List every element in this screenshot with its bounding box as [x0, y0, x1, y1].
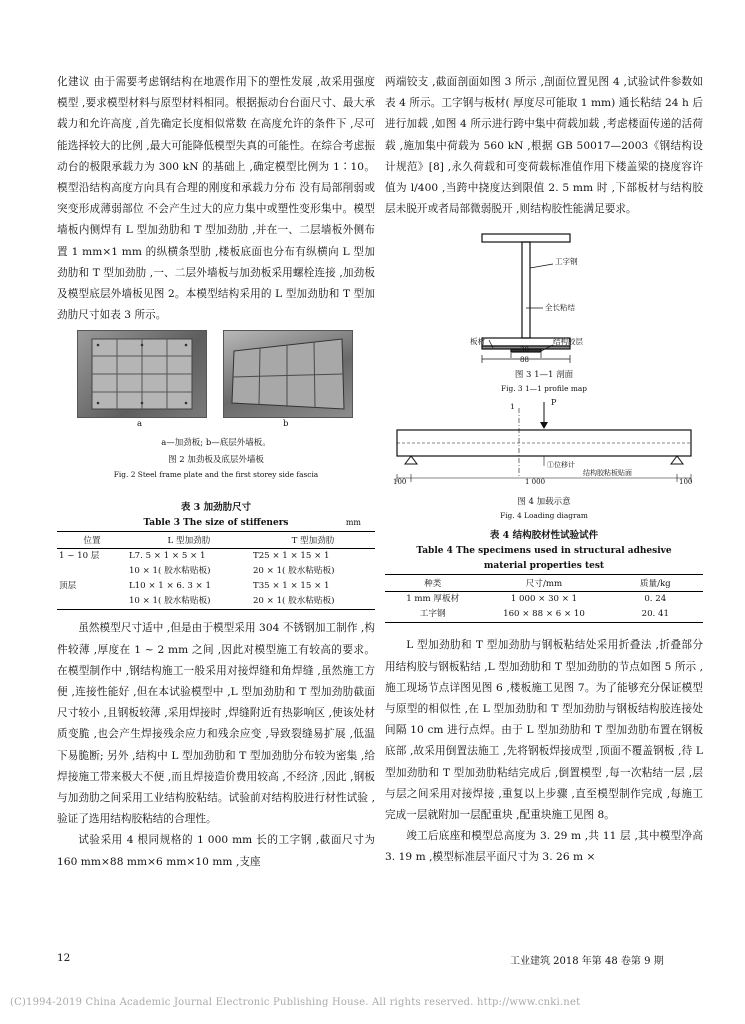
fig3-dim-inner: 30 — [520, 346, 529, 355]
fig2-label-a: a — [137, 419, 143, 430]
table-cell: 1 mm 厚板材 — [406, 594, 460, 605]
table4-title-en-line2: material properties test — [483, 561, 605, 572]
table-cell: T35 × 1 × 15 × 1 — [252, 581, 330, 592]
fig2-caption-cn: 图 2 加劲板及底层外墙板 — [168, 455, 264, 466]
fig4-dim-mid: 1 000 — [525, 478, 546, 487]
table3-header: L 型加劲肋 — [127, 532, 251, 549]
fig3-label-adhesive: 结构胶层 — [553, 337, 583, 347]
right-paragraph-2: L 型加劲肋和 T 型加劲肋与钢板粘结处采用折叠法 ,折叠部分用结构胶与钢板粘结 ,L 型加劲肋和 T 型加劲肋的节点如图 5 所示 ,施工现场节点详图见图 6 ,楼板施工见图 7。为了能够充分保证模型与原型的相似性 ,在 L 型加劲肋和 T 型加劲肋与钢板结构胶连接处间隔 10 cm 进行点焊。由于 L 型加劲肋和 T 型加劲肋布置在钢板底部 ,故采用倒置法施工 ,先将钢板焊接成型 ,顶面不覆盖钢板 ,待 L 型加劲肋和 T 型加劲肋粘结完成后 ,倒置模型 ,每一次粘结一层 ,层与层之间采用对接焊接 ,重复以上步骤 ,直至模型制作完成 ,每施工完成一层就附加一层配重块 ,配重块施工见图 8。 — [385, 639, 703, 822]
table-cell: 10 × 1( 胶水粘贴板) — [128, 566, 211, 577]
fig2-label-b: b — [283, 419, 289, 430]
page-number: 12 — [57, 952, 71, 964]
fig2-caption-en: Fig. 2 Steel frame plate and the first storey side fascia — [113, 470, 319, 480]
left-column — [57, 72, 375, 873]
table-cell: 20 × 1( 胶水粘贴板) — [251, 594, 375, 610]
fig3-label-steel: 工字钢 — [555, 257, 578, 267]
fig4-dim-right: 100 — [679, 478, 693, 487]
table4-header: 质量/kg — [608, 575, 703, 592]
right-column — [385, 72, 703, 869]
table4-title-en-line1: Table 4 The specimens used in structural adhesive — [416, 546, 672, 557]
fig4-label-glue-plate: 结构胶粘板贴面 — [583, 469, 632, 478]
fig2-legend: a—加劲板; b—底层外墙板。 — [161, 438, 271, 449]
right-paragraph-3: 竣工后底座和模型总高度为 3. 29 m ,共 11 层 ,其中模型净高 3. 19 m ,模型标准层平面尺寸为 3. 26 m × — [385, 830, 703, 864]
table3-unit: mm — [345, 518, 361, 528]
table-row — [57, 549, 375, 565]
table3-grid — [57, 531, 375, 610]
right-paragraph-1: 两端铰支 ,截面剖面如图 3 所示 ,剖面位置见图 4 ,试验试件参数如表 4 所示。工字钢与板材( 厚度尽可能取 1 mm) 通长粘结 24 h 后进行加载 ,如图 4 所示进行跨中集中荷载加载 ,考虑楼面传递的活荷载 ,施加集中荷载为 560 kN ,根据 GB 50017—2003《钢结构设计规范》[8] ,永久荷载和可变荷载标准值作用下楼盖梁的挠度容许值为 l/400 ,当跨中挠度达到限值 2. 5 mm 时 ,下部板材与结构胶层未脱开或者局部微弱脱开 ,则结构胶性能满足要求。 — [385, 76, 703, 216]
table-cell: 1 ~ 10 层 — [59, 551, 100, 562]
table-cell: 1 000 × 30 × 1 — [510, 594, 578, 605]
fig4-label-p: P — [551, 398, 557, 408]
table-row — [385, 592, 703, 608]
fig4-label-section: 1 — [510, 402, 515, 412]
fig3-caption-en: Fig. 3 1—1 profile map — [501, 384, 587, 394]
fig3-caption-cn: 图 3 1—1 剖面 — [514, 370, 574, 381]
stiffened-plate-illustration — [78, 331, 206, 417]
fig4-caption-en: Fig. 4 Loading diagram — [500, 511, 588, 521]
table-cell: 20. 41 — [608, 607, 703, 623]
copyright-notice: (C)1994-2019 China Academic Journal Electronic Publishing House. All rights reserved. http://www.cnki.net — [10, 997, 581, 1008]
table-cell — [57, 564, 127, 579]
table-cell: 160 × 88 × 6 × 10 — [480, 607, 607, 623]
side-fascia-photo — [223, 330, 353, 418]
fig3-dim-total: 88 — [520, 356, 529, 365]
fig4-label-displacement: ①位移计 — [547, 461, 575, 470]
table-cell: T25 × 1 × 15 × 1 — [252, 551, 330, 562]
left-paragraph-1: 化建议 由于需要考虑钢结构在地震作用下的塑性发展 ,故采用强度模型 ,要求模型材料与原型材料相同。根据振动台台面尺寸、最大承载力和允许高度 ,首先确定长度相似常数 在高度允许的条件下 ,尽可能选择较大的比例 ,最大可能降低模型失真的可能性。在综合考虑振动台的极限承载力为 300 kN 的基础上 ,确定模型比例为 1∶10。模型沿结构高度方向具有合理的刚度和承载力分布 没有局部削弱或突变形成薄弱部位 不会产生过大的应力集中或塑性变形集中。模型墙板内侧焊有 L 型加劲肋和 T 型加劲肋 ,并在一、二层墙板外侧布置 1 mm×1 mm 的纵横条型肋 ,楼板底面也分布有纵横向 L 型加劲肋和 T 型加劲肋 ,一、二层外墙板与加劲板采用螺栓连接 ,加劲板及模型底层外墙板见图 2。本模型结构采用的 L 型加劲肋和 T 型加劲肋尺寸如表 3 所示。 — [57, 76, 375, 322]
table4-title-cn: 表 4 结构胶材性试验试件 — [489, 530, 599, 542]
table-row — [57, 579, 375, 594]
table3-header: 位置 — [57, 532, 127, 549]
loading-diagram — [385, 400, 703, 488]
side-fascia-illustration — [224, 331, 352, 417]
table-row — [385, 607, 703, 623]
table-3 — [57, 500, 375, 610]
stiffened-plate-photo — [77, 330, 207, 418]
table3-header: T 型加劲肋 — [251, 532, 375, 549]
figure-2 — [57, 330, 375, 498]
table-cell: 20 × 1( 胶水粘贴板) — [252, 566, 335, 577]
table4-header: 尺寸/mm — [480, 575, 607, 592]
table4-header: 种类 — [385, 575, 480, 592]
table-row — [57, 594, 375, 610]
fig4-caption-cn: 图 4 加载示意 — [517, 497, 571, 508]
table-cell: L10 × 1 × 6. 3 × 1 — [128, 581, 211, 592]
table-cell: 顶层 — [59, 581, 77, 592]
table-row — [57, 564, 375, 579]
left-paragraph-3: 试验采用 4 根同规格的 1 000 mm 长的工字钢 ,截面尺寸为 160 mm×88 mm×6 mm×10 mm ,支座 — [57, 834, 375, 868]
table-cell: 工字钢 — [385, 607, 480, 623]
figure-3 — [385, 228, 703, 396]
journal-info: 工业建筑 2018 年第 48 卷第 9 期 — [510, 956, 664, 967]
table-cell — [57, 594, 127, 610]
fig4-dim-left: 100 — [393, 478, 407, 487]
fig3-label-plate: 板材 — [470, 337, 485, 347]
fig3-label-glue: 全长粘结 — [545, 303, 575, 313]
left-paragraph-2: 虽然模型尺寸适中 ,但是由于模型采用 304 不锈钢加工制作 ,构件较薄 ,厚度在 1 ~ 2 mm 之间 ,因此对模型施工有较高的要求。在模型制作中 ,钢结构施工一般采用对接焊缝和角焊缝 ,虽然施工方便 ,连接性能好 ,但在本试验模型中 ,L 型加劲肋和 T 型加劲肋截面尺寸较小 ,且钢板较薄 ,采用焊接时 ,焊缝附近有热影响区 ,使该处材质变脆 ,也会产生焊接残余应力和残余应变 ,导致裂缝易扩展 ,低温下易脆断; 另外 ,结构中 L 型加劲肋和 T 型加劲肋分布较为密集 ,给焊接施工带来极大不便 ,而且焊接造价费用较高 ,不经济 ,因此 ,钢板与加劲肋之间采用工业结构胶粘结。试验前对结构胶进行材性试验 ,验证了选用结构胶粘结的合理性。 — [57, 622, 375, 826]
table4-grid — [385, 574, 703, 623]
table-cell: 10 × 1( 胶水粘贴板) — [127, 594, 251, 610]
table-cell: L7. 5 × 1 × 5 × 1 — [128, 551, 206, 562]
section-drawing — [385, 228, 703, 366]
table-cell: 0. 24 — [644, 594, 667, 605]
figure-4 — [385, 400, 703, 522]
table3-title-en: Table 3 The size of stiffeners — [143, 518, 289, 529]
table-4 — [385, 528, 703, 623]
table3-title-cn: 表 3 加劲肋尺寸 — [180, 502, 252, 514]
